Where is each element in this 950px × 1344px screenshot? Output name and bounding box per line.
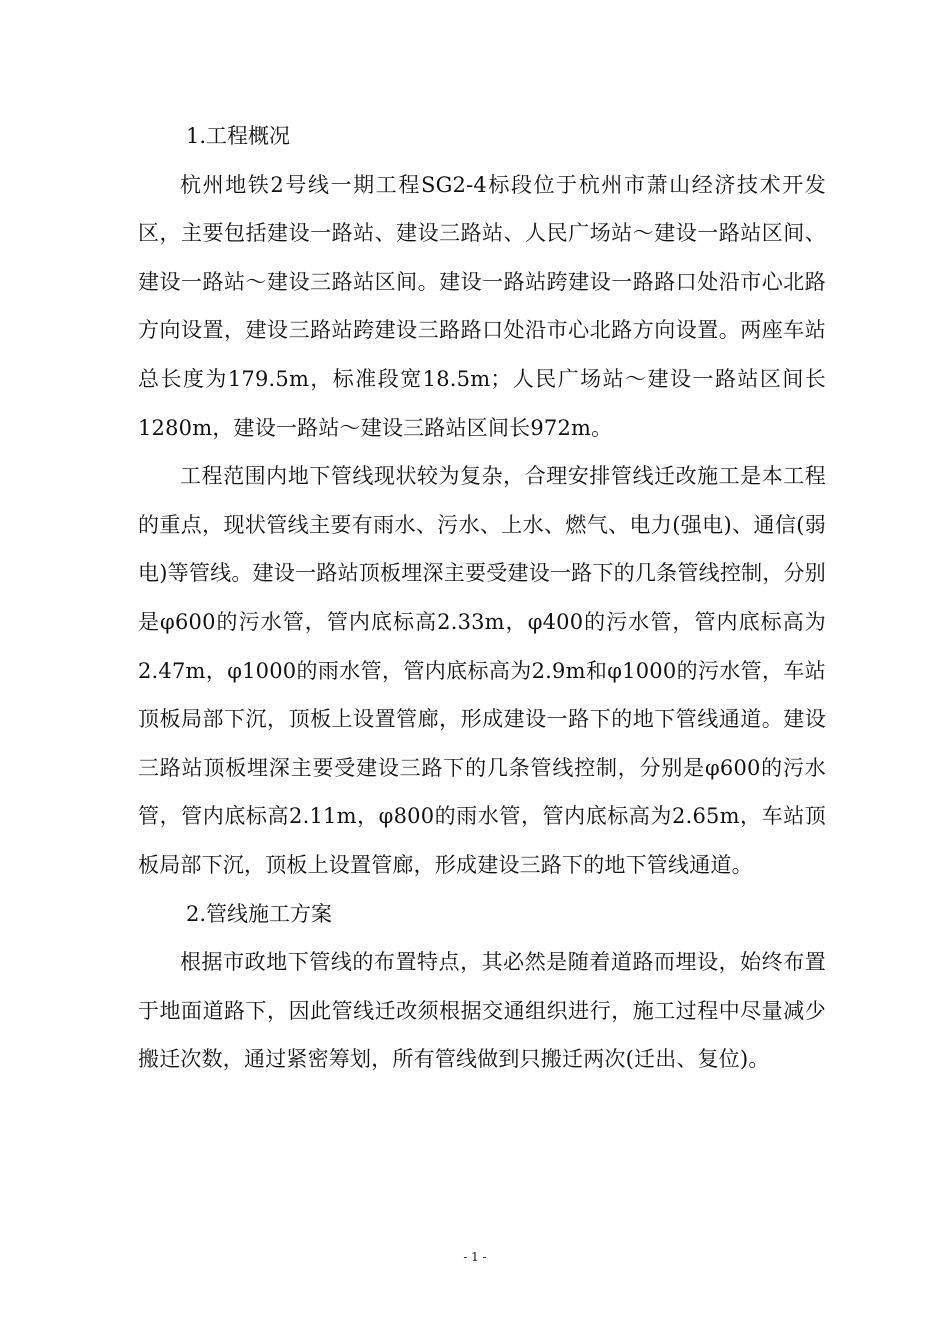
paragraph-project-location: 杭州地铁2号线一期工程SG2-4标段位于杭州市萧山经济技术开发区，主要包括建设一路站、建设三路站、人民广场站～建设一路站区间、建设一路站～建设三路站区间。建设一路站跨建设一路路口处沿市心北路方向设置，建设三路站跨建设三路路口处沿市心北路方向设置。两座车站总长度为179.5m，标准段宽18.5m；人民广场站～建设一路站区间长1280m，建设一路站～建设三路站区间长972m。 [138,172,826,440]
paragraph-underground-pipelines: 工程范围内地下管线现状较为复杂，合理安排管线迁改施工是本工程的重点，现状管线主要有雨水、污水、上水、燃气、电力(强电)、通信(弱电)等管线。建设一路站顶板埋深主要受建设一路下的几条管线控制，分别是φ600的污水管，管内底标高2.33m，φ400的污水管，管内底标高为2.47m，φ1000的雨水管，管内底标高为2.9m和φ1000的污水管，车站顶板局部下沉，顶板上设置管廊，形成建设一路下的地下管线通道。建设三路站顶板埋深主要受建设三路下的几条管线控制，分别是φ600的污水管，管内底标高2.11m，φ800的雨水管，管内底标高为2.65m，车站顶板局部下沉，顶板上设置管廊，形成建设三路下的地下管线通道。 [138,464,826,877]
section-heading-pipeline-plan: 2.管线施工方案 [186,901,333,926]
paragraph-relocation-plan: 根据市政地下管线的布置特点，其必然是随着道路而埋设，始终布置于地面道路下，因此管线迁改须根据交通组织进行，施工过程中尽量减少搬迁次数，通过紧密筹划，所有管线做到只搬迁两次(迁出、复位)。 [138,950,826,1072]
document-body [138,112,826,1084]
page-number: - 1 - [463,1250,487,1264]
section-heading-overview: 1.工程概况 [186,124,291,148]
